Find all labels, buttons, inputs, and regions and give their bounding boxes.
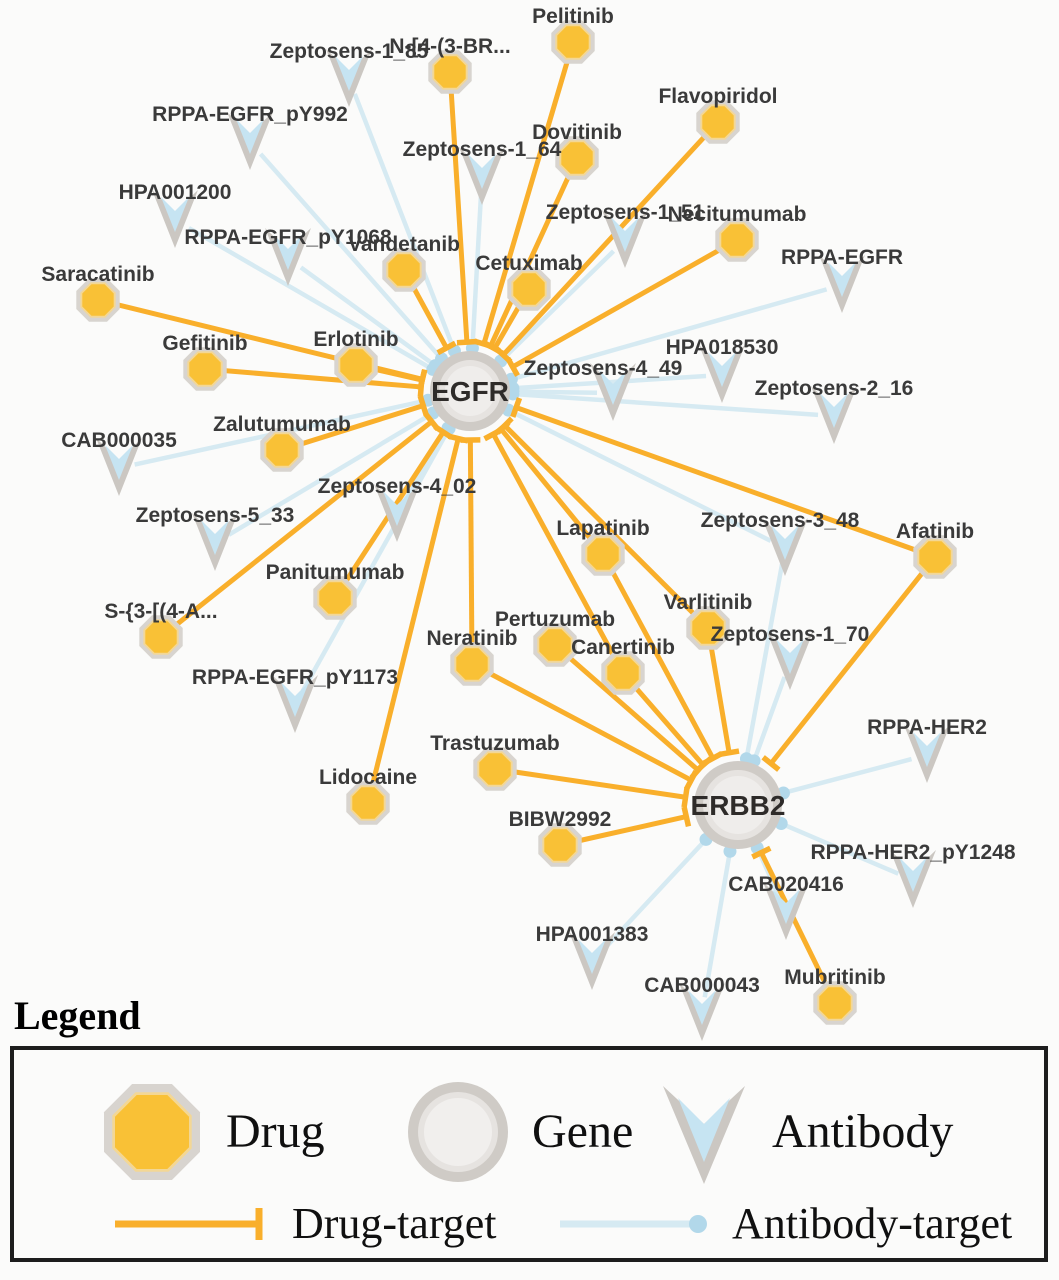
drug-label-mubritinib: Mubritinib <box>784 966 886 989</box>
antibody-label-hpa018530: HPA018530 <box>665 336 779 359</box>
drug-octagon-icon <box>607 657 638 688</box>
drug-label-vandetanib: Vandetanib <box>347 233 461 256</box>
drug-octagon-icon <box>319 582 350 613</box>
drug-octagon-icon <box>561 142 592 173</box>
gene-label-erbb2: ERBB2 <box>690 790 786 821</box>
drug-octagon-icon <box>702 106 733 137</box>
drug-octagon-icon <box>479 753 510 784</box>
drug-octagon-icon <box>340 349 371 380</box>
legend-item-antibody <box>654 1072 953 1192</box>
drug-label-gefitinib: Gefitinib <box>162 332 248 355</box>
drug-octagon-icon <box>189 353 220 384</box>
drug-octagon-icon <box>721 224 752 255</box>
drug-target-edge-icon <box>109 1204 274 1244</box>
antibody-label-zeptosens_1_64: Zeptosens-1_64 <box>402 138 562 161</box>
drug-target-edge-n_4_3_br <box>450 72 467 342</box>
drug-octagon-icon <box>587 538 618 569</box>
drug-octagon-icon <box>544 829 575 860</box>
drug-label-n_4_3_br: N-[4-(3-BR... <box>389 35 511 58</box>
drug-octagon-icon <box>919 541 950 572</box>
drug-octagon-icon <box>557 26 588 57</box>
drug-label-erlotinib: Erlotinib <box>313 328 399 351</box>
antibody-label-rppa_her2: RPPA-HER2 <box>867 716 987 739</box>
drug-label-neratinib: Neratinib <box>426 627 518 650</box>
legend-label-drug: Drug <box>226 1105 325 1158</box>
antibody-label-zeptosens_5_33: Zeptosens-5_33 <box>135 504 295 527</box>
drug-label-panitumumab: Panitumumab <box>265 561 405 584</box>
legend-item-drug-target <box>109 1199 497 1248</box>
drug-label-pelitinib: Pelitinib <box>532 5 614 28</box>
drug-octagon-icon <box>539 629 570 660</box>
gene-circle-icon <box>402 1076 514 1188</box>
antibody-label-rppa_egfr_py992: RPPA-EGFR_pY992 <box>152 103 348 126</box>
drug-octagon-icon <box>266 434 297 465</box>
antibody-label-hpa001383: HPA001383 <box>535 923 649 946</box>
drug-octagon-icon <box>434 56 465 87</box>
legend-item-gene <box>402 1076 633 1188</box>
legend-box <box>10 1046 1048 1262</box>
drug-octagon-icon <box>82 284 113 315</box>
drug-label-lapatinib: Lapatinib <box>556 517 650 540</box>
antibody-label-zeptosens_3_48: Zeptosens-3_48 <box>700 509 860 532</box>
edge-tee <box>684 807 688 827</box>
drug-label-s_3_4_a: S-{3-[(4-A... <box>104 600 218 623</box>
drug-label-cetuximab: Cetuximab <box>475 252 583 275</box>
legend-title: Legend <box>14 993 141 1038</box>
antibody-target-edge-rppa_her2 <box>783 759 911 793</box>
gene-label-egfr: EGFR <box>431 376 509 407</box>
drug-label-canertinib: Canertinib <box>571 636 675 659</box>
antibody-label-zeptosens_1_51: Zeptosens-1_51 <box>545 201 705 224</box>
drug-octagon-icon <box>819 987 850 1018</box>
drug-label-pertuzumab: Pertuzumab <box>494 608 616 631</box>
drug-label-zalutumumab: Zalutumumab <box>213 413 351 436</box>
antibody-label-zeptosens_4_02: Zeptosens-4_02 <box>317 475 477 498</box>
legend-label-antibody-target: Antibody-target <box>732 1199 1013 1248</box>
drug-label-afatinib: Afatinib <box>895 520 975 543</box>
drug-label-varlitinib: Varlitinib <box>663 591 753 614</box>
antibody-label-rppa_egfr: RPPA-EGFR <box>780 246 904 269</box>
legend-label-gene: Gene <box>532 1105 634 1158</box>
legend-label-antibody: Antibody <box>772 1105 954 1158</box>
antibody-label-zeptosens_1_85: Zeptosens-1_85 <box>269 40 429 63</box>
edge-tee <box>457 341 477 342</box>
legend-item-antibody-target <box>554 1199 1013 1248</box>
drug-label-trastuzumab: Trastuzumab <box>430 732 560 755</box>
drug-octagon-icon <box>145 621 176 652</box>
drug-label-lidocaine: Lidocaine <box>318 766 418 789</box>
drug-target-edge-trastuzumab <box>495 769 686 797</box>
legend-item-drug <box>96 1076 325 1188</box>
antibody-label-rppa_egfr_py1173: RPPA-EGFR_pY1173 <box>191 666 399 689</box>
edge-tee <box>719 751 739 754</box>
antibody-label-cab000035: CAB000035 <box>61 429 177 452</box>
drug-label-necitumumab: Necitumumab <box>667 203 807 226</box>
antibody-chevron-icon <box>654 1072 754 1192</box>
antibody-label-hpa001200: HPA001200 <box>118 181 232 204</box>
drug-octagon-icon <box>352 787 383 818</box>
edge-tee <box>684 787 687 807</box>
drug-octagon-icon <box>456 648 487 679</box>
antibody-target-edge-icon <box>554 1204 714 1244</box>
drug-octagon-icon <box>513 273 544 304</box>
drug-label-bibw2992: BIBW2992 <box>508 808 612 831</box>
antibody-label-zeptosens_1_70: Zeptosens-1_70 <box>710 623 870 646</box>
antibody-label-zeptosens_2_16: Zeptosens-2_16 <box>754 377 914 400</box>
drug-octagon-icon <box>388 254 419 285</box>
antibody-label-zeptosens_4_49: Zeptosens-4_49 <box>523 357 683 380</box>
antibody-label-rppa_egfr_py1068: RPPA-EGFR_pY1068 <box>184 226 392 249</box>
drug-label-flavopiridol: Flavopiridol <box>658 85 778 108</box>
drug-label-saracatinib: Saracatinib <box>41 263 155 286</box>
antibody-label-cab000043: CAB000043 <box>644 974 760 997</box>
drug-label-dovitinib: Dovitinib <box>532 121 622 144</box>
antibody-label-cab020416: CAB020416 <box>728 873 844 896</box>
antibody-target-edge-zeptosens_1_85 <box>355 94 455 351</box>
legend-label-drug-target: Drug-target <box>292 1199 497 1248</box>
drug-octagon-icon <box>96 1076 208 1188</box>
antibody-label-rppa_her2_py1248: RPPA-HER2_pY1248 <box>810 841 1016 864</box>
